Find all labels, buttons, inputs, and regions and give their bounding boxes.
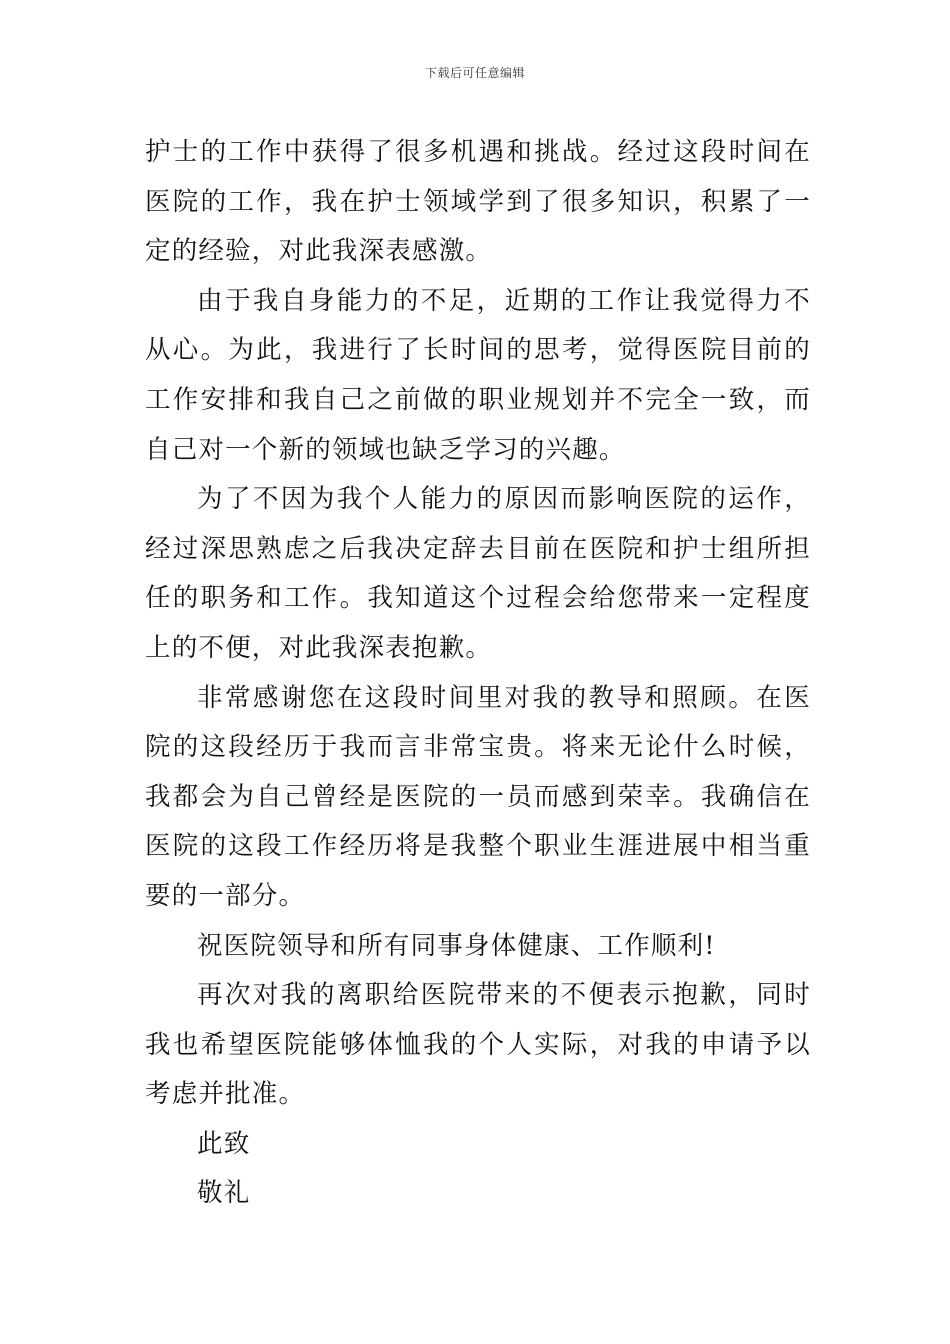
closing-line-1: 此致 [197,1128,251,1159]
paragraph-5: 祝医院领导和所有同事身体健康、工作顺利! [197,930,716,961]
paragraph-1: 护士的工作中获得了很多机遇和挑战。经过这段时间在医院的工作，我在护士领域学到了很多知识，积累了一定的经验，对此我深表感激。 [145,137,811,267]
paragraph-3: 为了不因为我个人能力的原因而影响医院的运作，经过深思熟虑之后我决定辞去目前在医院和护士组所担任的职务和工作。我知道这个过程会给您带来一定程度上的不便，对此我深表抱歉。 [145,484,811,663]
paragraph-2: 由于我自身能力的不足，近期的工作让我觉得力不从心。为此，我进行了长时间的思考，觉得医院目前的工作安排和我自己之前做的职业规划并不完全一致，而自己对一个新的领域也缺乏学习的兴趣。 [145,285,811,465]
page-header: 下载后可任意编辑 [424,66,525,80]
closing-line-2: 敬礼 [197,1178,251,1209]
paragraph-6: 再次对我的离职给医院带来的不便表示抱歉，同时我也希望医院能够体恤我的个人实际，对我的申请予以考虑并批准。 [145,980,811,1110]
paragraph-4: 非常感谢您在这段时间里对我的教导和照顾。在医院的这段经历于我而言非常宝贵。将来无论什么时候，我都会为自己曾经是医院的一员而感到荣幸。我确信在医院的这段工作经历将是我整个职业生涯进展中相当重要的一部分。 [145,682,811,911]
letter-body [145,128,811,1219]
